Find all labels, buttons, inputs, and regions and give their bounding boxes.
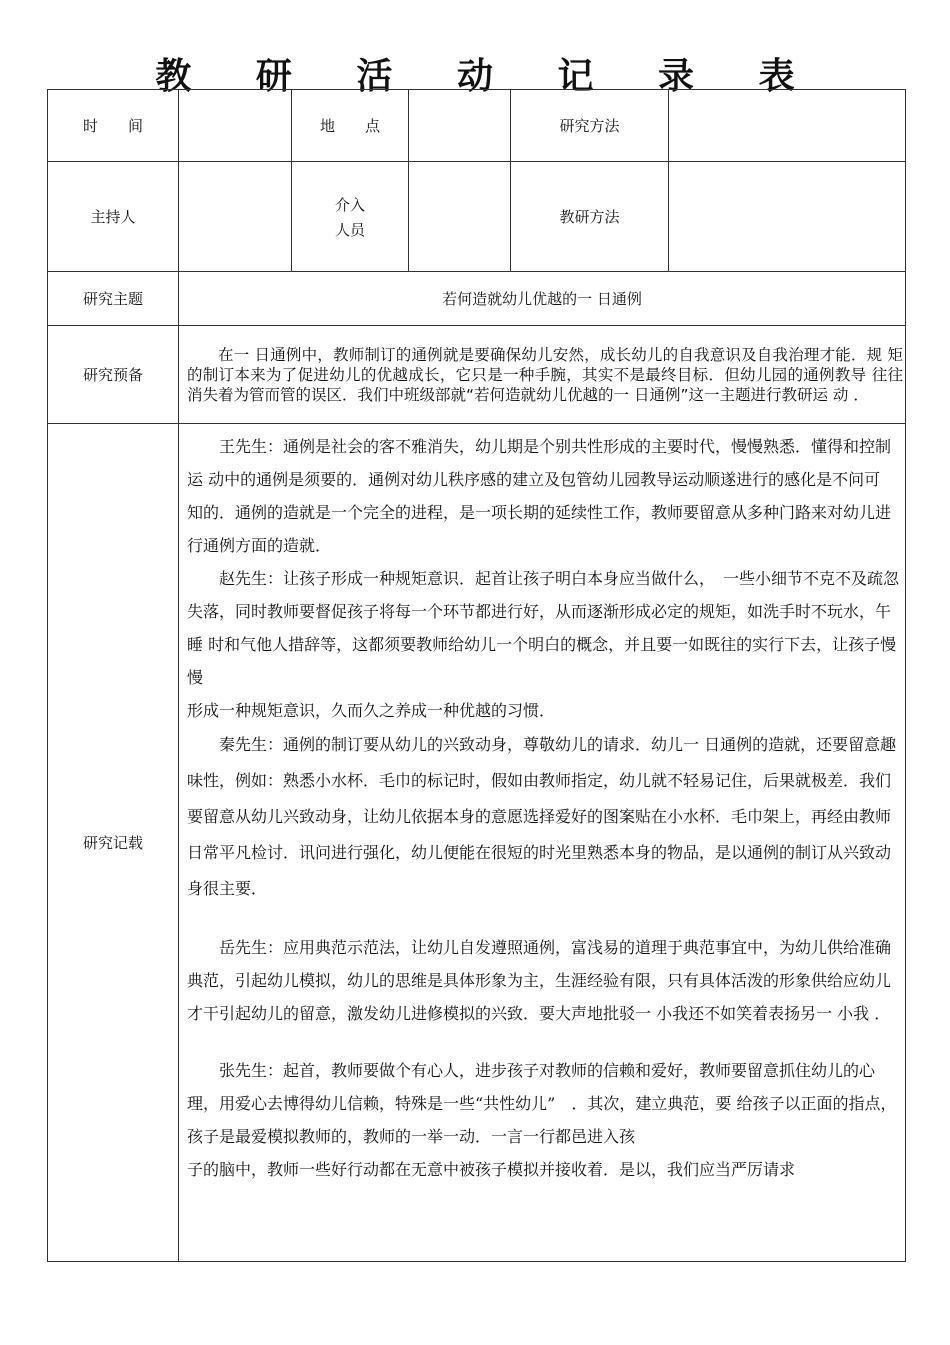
time-label: 时 间 (48, 90, 179, 162)
page-title: 教 研 活 动 记 录 表 (155, 55, 821, 97)
record-para-wang: 王先生：通例是社会的客不雅消失，幼儿期是个别共性形成的主要时代，慢慢熟悉．懂得和控制运 动中的通例是须要的．通例对幼儿秩序感的建立及包管幼儿园教导运动顺遂进行的感化是不问可 知的．通例的造就是一个完全的进程，是一项长期的延续性工作，教师要留意从多种门路来对幼儿进 (187, 437, 897, 522)
teaching-method-label: 教研方法 (511, 162, 669, 272)
host-value[interactable] (179, 162, 292, 272)
time-value[interactable] (179, 90, 292, 162)
participants-label-line2: 人员 (334, 220, 365, 239)
record-para-zhang: 张先生：起首，教师要做个有心人，进步孩子对教师的信赖和爱好，教师要留意抓住幼儿的心理，用爱心去博得幼儿信赖，特殊是一些“共性幼儿” ．其次，建立典范，要 给孩子以正面的指点，孩子是最爱模拟教师的，教师的一举一动．一言一行都邑进入孩 (187, 1061, 897, 1146)
method-label: 研究方法 (511, 90, 669, 162)
record-para-zhao: 赵先生：让孩子形成一种规矩意识．起首让孩子明白本身应当做什么， 一些小细节不克不及疏忽 失落，同时教师要督促孩子将每一个环节都进行好，从而逐渐形成必定的规矩，如洗手时不玩水，午睡 时和气他人措辞等，这都须要教师给幼儿一个明白的概念，并且要一如既往的实行下去，让孩子慢慢 (187, 569, 900, 687)
participants-label (292, 162, 409, 272)
prep-label: 研究预备 (48, 326, 179, 424)
record-content (179, 424, 906, 1262)
method-value[interactable] (669, 90, 906, 162)
record-para-wang-end: 行通例方面的造就． (187, 536, 332, 555)
record-para-qin: 秦先生：通例的制订要从幼儿的兴致动身，尊敬幼儿的请求．幼儿一 日通例的造就，还要留意趣味性，例如：熟悉小水杯．毛巾的标记时，假如由教师指定，幼儿就不轻易记住，后果就极差．我们要留意从幼儿兴致动身，让幼儿依据本身的意愿选择爱好的图案贴在小水杯．毛巾架上，再经由教师日常平凡检讨．讯问进行强化，幼儿便能在很短的时光里熟悉本身的物品，是以通例的制订从兴致动身很主要． (187, 735, 897, 898)
theme-label: 研究主题 (48, 272, 179, 326)
theme-value: 若何造就幼儿优越的一 日通例 (179, 272, 906, 326)
teaching-method-value[interactable] (669, 162, 906, 272)
place-value[interactable] (409, 90, 511, 162)
host-label: 主持人 (48, 162, 179, 272)
place-label: 地 点 (292, 90, 409, 162)
participants-label-line1: 介入 (334, 195, 365, 214)
record-para-zhao-end: 形成一种规矩意识，久而久之养成一种优越的习惯． (187, 701, 556, 720)
participants-value[interactable] (409, 162, 511, 272)
record-label: 研究记载 (48, 424, 179, 1262)
prep-text: 在一 日通例中，教师制订的通例就是要确保幼儿安然，成长幼儿的自我意识及自我治理才能．规 矩的制订本来为了促进幼儿的优越成长，它只是一种手腕，其实不是最终目标．但幼儿园的通例教导 往往消失着为管而管的误区．我们中班级部就“若何造就幼儿优越的一 日通例”这一主题进行教研运 动 ． (179, 326, 906, 424)
record-table (47, 89, 906, 1262)
record-para-yue: 岳先生：应用典范示范法，让幼儿自发遵照通例，富浅易的道理于典范事宜中，为幼儿供给准确典范，引起幼儿模拟，幼儿的思维是具体形象为主，生涯经验有限，只有具体活泼的形象供给应幼儿才干引起幼儿的留意，激发幼儿进修模拟的兴致．要大声地批驳一 小我还不如笑着表扬另一 小我 ． (187, 938, 892, 1023)
record-para-zhang-end: 子的脑中，教师一些好行动都在无意中被孩子模拟并接收着．是以，我们应当严厉请求 (187, 1160, 796, 1179)
